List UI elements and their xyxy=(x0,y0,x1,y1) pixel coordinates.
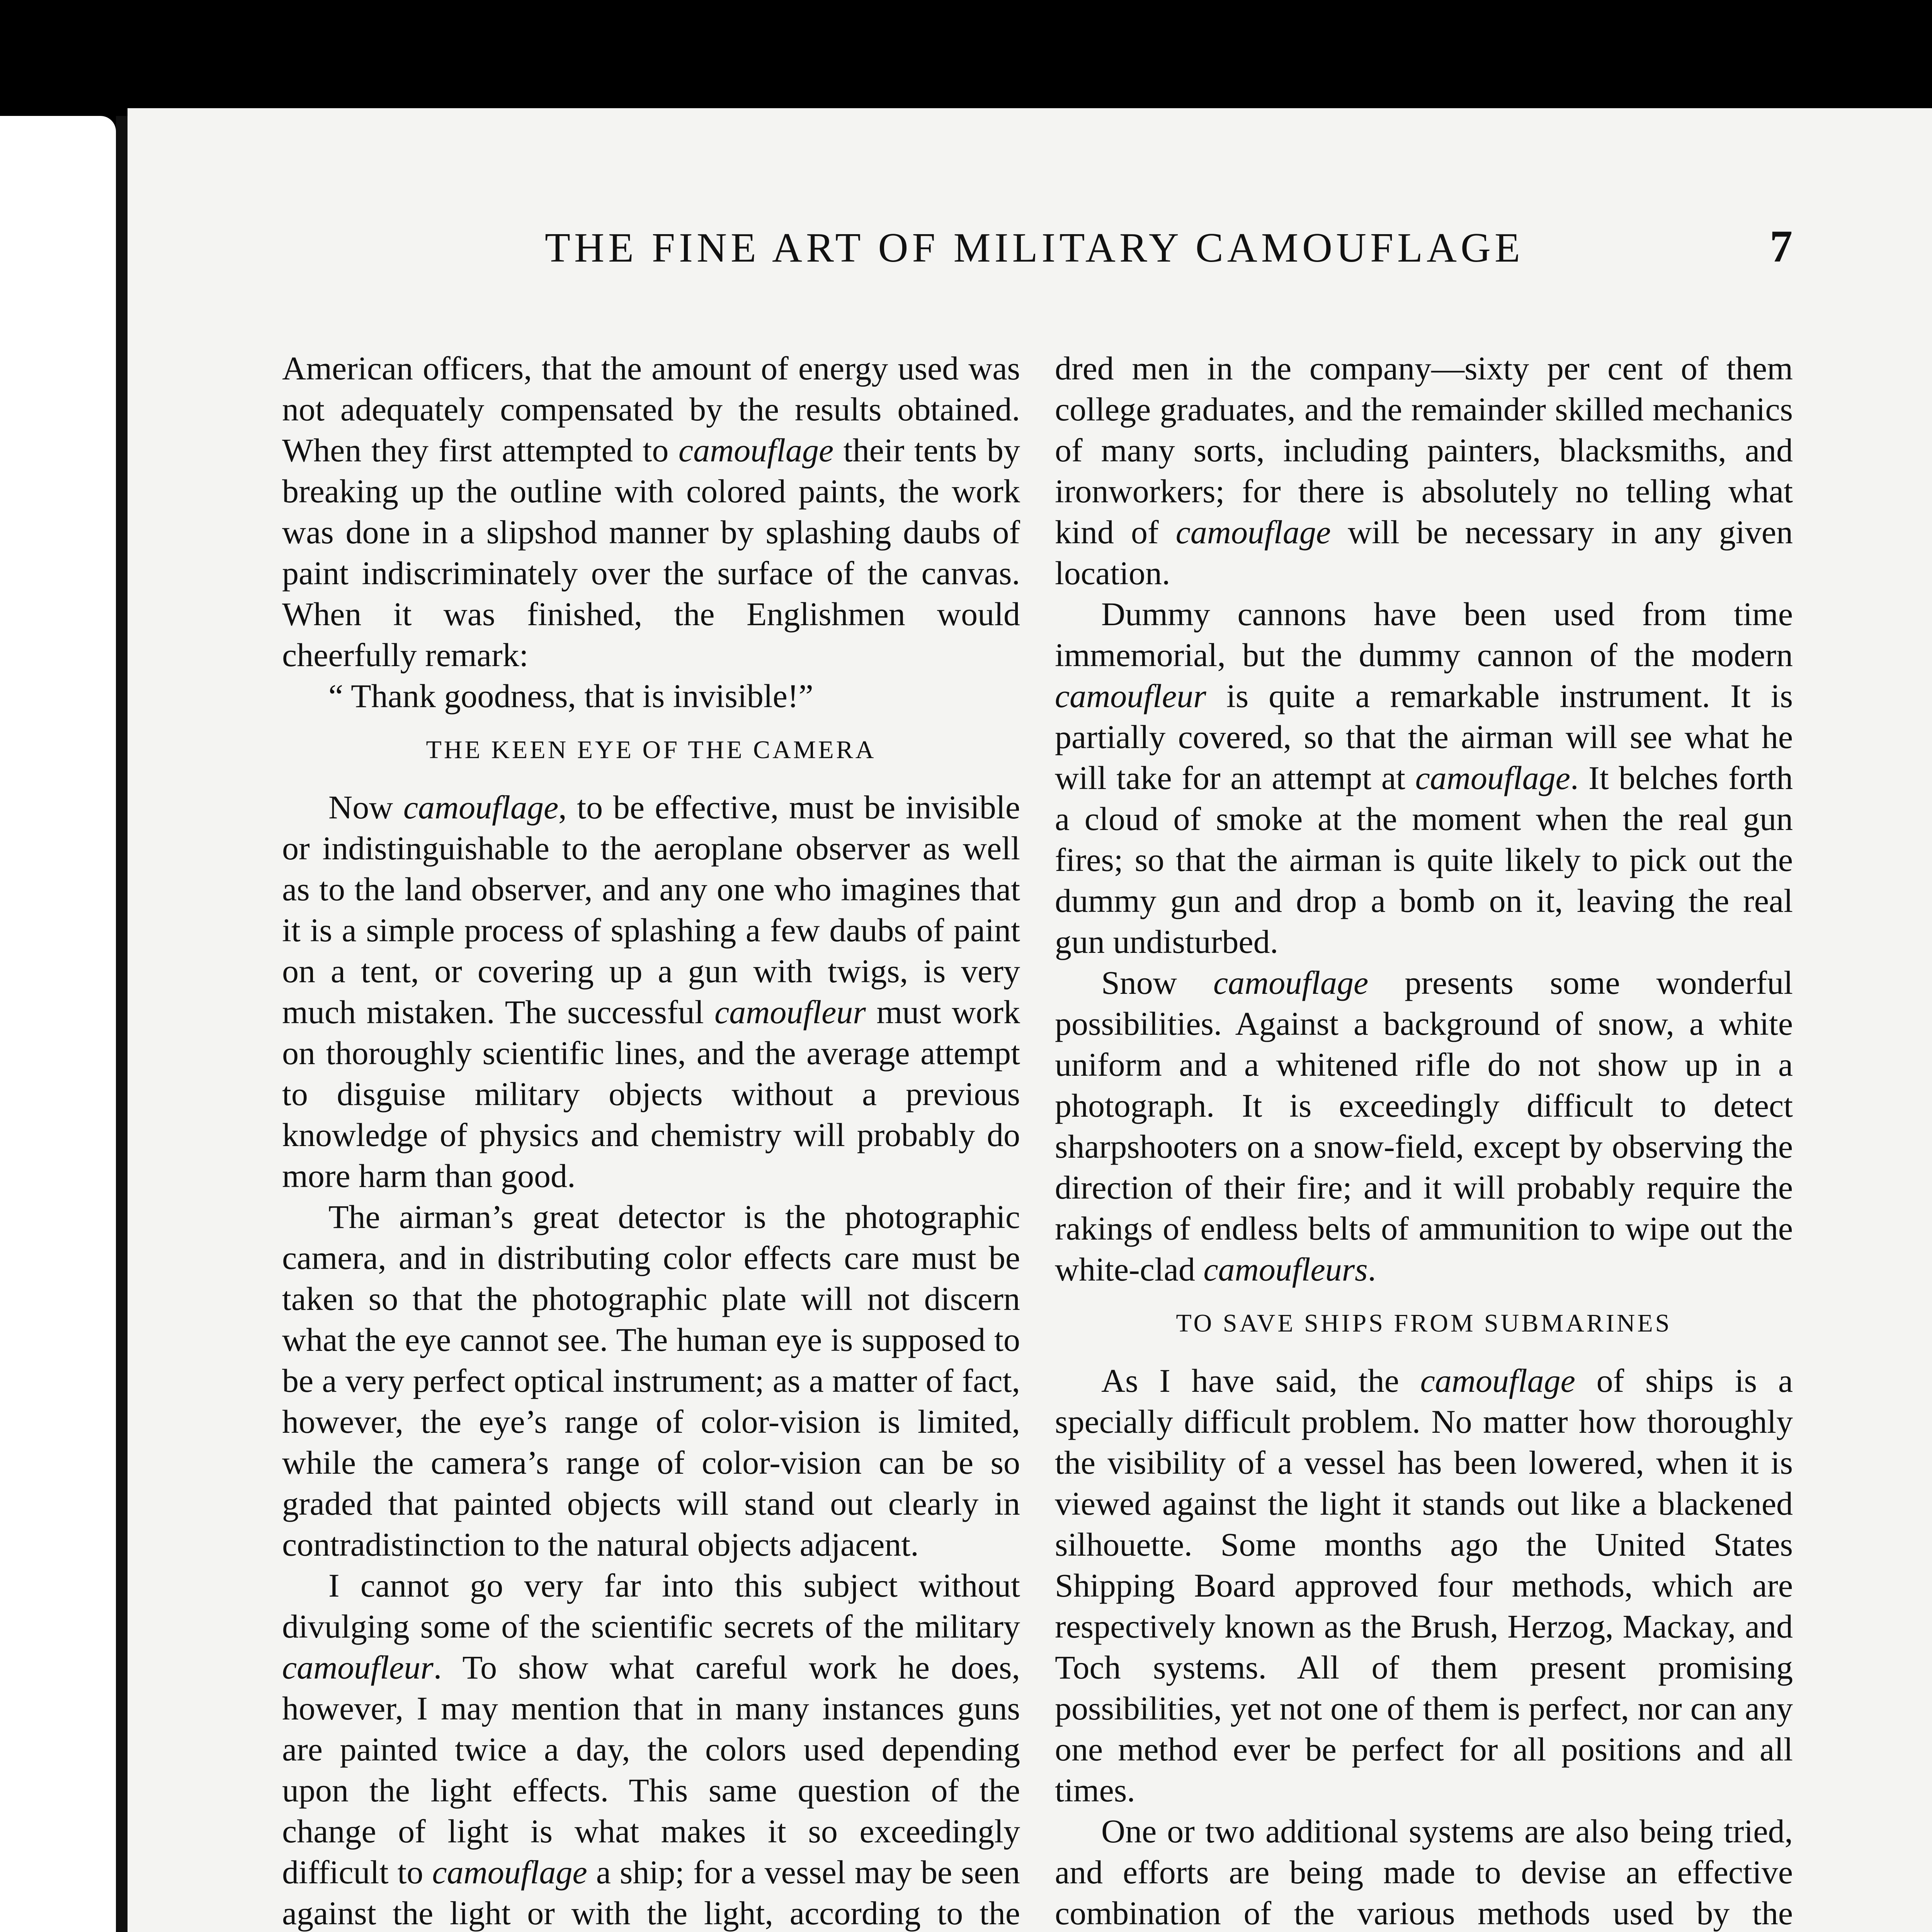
paragraph: I cannot go very far into this subject without divulging some of the scientific secrets of the military camoufleur. To show what careful work he does, however, I may mention that in many instances guns are painted twice a day, the colors used depending upon the light effects. This same question of the change of light is what makes it so exceedingly difficult to camouflage a ship; for a vessel may be seen against the light or with the light, according to the xyxy=(282,1567,1020,1932)
paragraph: Snow camouflage presents some wonderful possibilities. Against a background of snow, a white uniform and a whitened rifle do not show up in a photograph. It is exceedingly difficult to detect sharpshooters on a snow-field, except by observing the direction of their fire; and it will probably require the rakings of endless belts of ammunition to wipe out the white-clad camoufleurs. xyxy=(1055,964,1793,1288)
paragraph: As I have said, the camouflage of ships is a specially difficult problem. No matter how thoroughly the visibility of a vessel has been lowered, when it is viewed against the light it stands out like a blackened silhouette. Some months ago the United States Shipping Board approved four methods, which are respectively known as the Brush, Herzog, Mackay, and Toch systems. All of them present promising possibilities, yet not one of them is perfect, nor can any one method ever be perfect for all positions and all times. xyxy=(1055,1362,1793,1809)
paragraph: American officers, that the amount of energy used was not adequately compensated by the results obtained. When they first attempted to camouflage their tents by breaking up the outline with colored paints, the work was done in a slipshod manner by splashing daubs of paint indiscriminately over the surface of the canvas. When it was finished, the Englishmen would cheerfully remark: xyxy=(282,350,1020,673)
paragraph: Now camouflage, to be effective, must be invisible or indistinguishable to the aeroplane observer as well as to the land observer, and any one who imagines that it is a simple process of splashing a few daubs of paint on a tent, or covering up a gun with twigs, is very much mistaken. The successful camoufleur must work on thoroughly scientific lines, and the average attempt to disguise military objects without a previous knowledge of physics and chemistry will probably do more harm than good. xyxy=(282,789,1020,1194)
section-heading: TO SAVE SHIPS FROM SUBMARINES xyxy=(1176,1309,1672,1337)
magazine-page xyxy=(128,108,1932,1932)
right-column xyxy=(1055,348,1793,1932)
book-spine xyxy=(116,116,128,1932)
paragraph: Dummy cannons have been used from time immemorial, but the dummy cannon of the modern camoufleur is quite a remarkable instrument. It is partially covered, so that the airman will see what he will take for an attempt at camouflage. It belches forth a cloud of smoke at the moment when the real gun fires; so that the airman is quite likely to pick out the dummy gun and drop a bomb on it, leaving the real gun undisturbed. xyxy=(1055,595,1793,960)
left-column xyxy=(282,348,1020,1932)
paragraph: The airman’s great detector is the photographic camera, and in distributing color effects care must be taken so that the photographic plate will not discern what the eye cannot see. The human eye is supposed to be a very perfect optical instrument; as a matter of fact, however, the eye’s range of color-vision is limited, while the camera’s range of color-vision can be so graded that painted objects will stand out clearly in contradistinction to the natural objects adjacent. xyxy=(282,1198,1020,1563)
paragraph: One or two additional systems are also being tried, and efforts are being made to devise an effective combination of the various methods used by the xyxy=(1055,1813,1793,1932)
running-head: THE FINE ART OF MILITARY CAMOUFLAGE xyxy=(545,225,1524,271)
section-heading: THE KEEN EYE OF THE CAMERA xyxy=(426,736,876,764)
left-page-edge xyxy=(0,116,116,1932)
page-number: 7 xyxy=(1770,221,1793,272)
paragraph: “ Thank goodness, that is invisible!” xyxy=(328,677,813,714)
paragraph: dred men in the company—sixty per cent of them college graduates, and the remainder skilled mechanics of many sorts, including painters, blacksmiths, and ironworkers; for there is absolutely no telling what kind of camouflage will be necessary in any given location. xyxy=(1055,350,1793,592)
